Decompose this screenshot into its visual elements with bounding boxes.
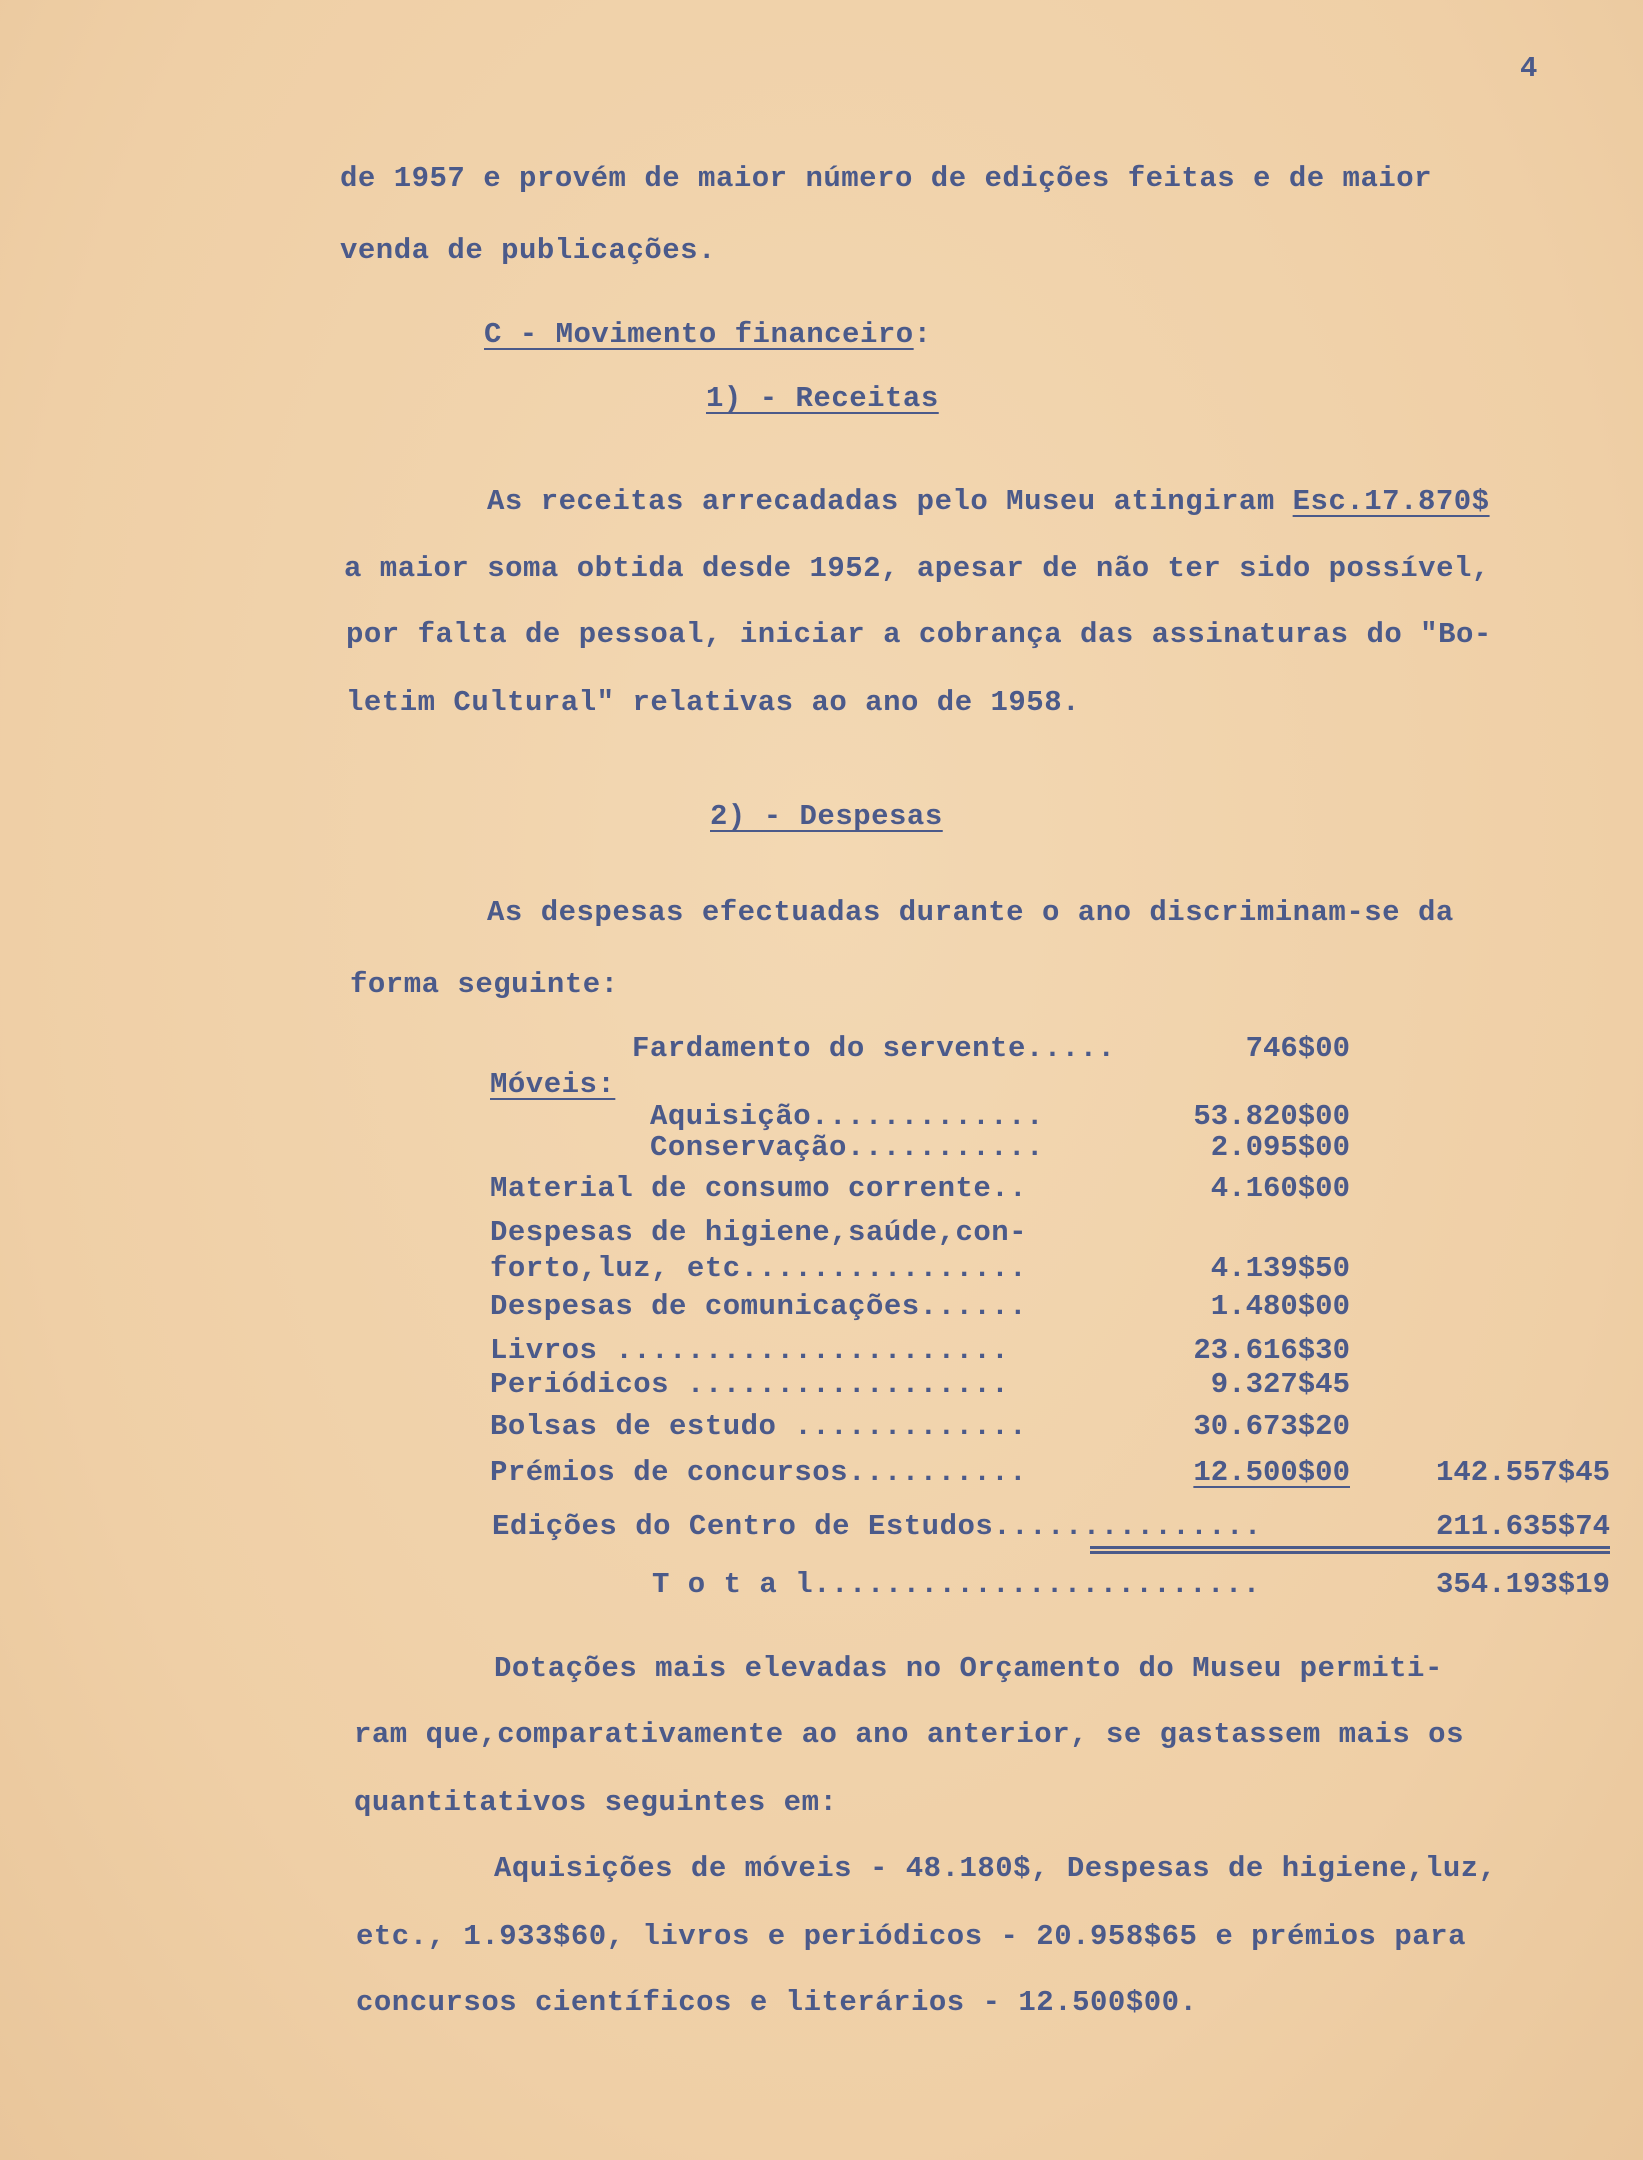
closing-line-3: quantitativos seguintes em: [354, 1786, 838, 1819]
intro-line-2: venda de publicações. [340, 234, 716, 267]
row-fardamento-value: 746$00 [1245, 1032, 1350, 1065]
row-higiene-label: forto,luz, etc................ [490, 1252, 1028, 1285]
row-bolsas-value: 30.673$20 [1193, 1410, 1350, 1443]
receitas-line-1-text: As receitas arrecadadas pelo Museu atingiram [487, 485, 1293, 518]
row-higiene-value: 4.139$50 [1210, 1252, 1350, 1285]
row-bolsas-label: Bolsas de estudo ............. [490, 1410, 1028, 1443]
section-c-colon: : [913, 318, 932, 351]
row-livros-value: 23.616$30 [1193, 1334, 1350, 1367]
intro-line-1: de 1957 e provém de maior número de edições feitas e de maior [340, 162, 1433, 195]
despesas-line-2: forma seguinte: [350, 968, 619, 1001]
closing-line-6: concursos científicos e literários - 12.500$00. [356, 1986, 1198, 2019]
row-aquisicao-label: Aquisição............. [650, 1100, 1044, 1133]
despesas-heading: 2) - Despesas [710, 800, 943, 833]
row-total-label: T o t a l......................... [652, 1568, 1261, 1601]
closing-line-2: ram que,comparativamente ao ano anterior, se gastassem mais os [354, 1718, 1464, 1751]
receitas-line-3: por falta de pessoal, iniciar a cobrança das assinaturas do "Bo- [346, 618, 1492, 651]
row-livros-label: Livros ...................... [490, 1334, 1010, 1367]
receitas-line-2: a maior soma obtida desde 1952, apesar de não ter sido possível, [344, 552, 1490, 585]
row-premios-label: Prémios de concursos.......... [490, 1456, 1028, 1489]
receitas-line-1 [487, 485, 1490, 518]
row-conservacao-value: 2.095$00 [1210, 1131, 1350, 1164]
receitas-line-4: letim Cultural" relativas ao ano de 1958. [346, 686, 1081, 719]
row-comunicacoes-value: 1.480$00 [1210, 1290, 1350, 1323]
row-premios-subtotal: 142.557$45 [1435, 1456, 1610, 1489]
moveis-heading: Móveis: [490, 1068, 616, 1101]
row-periodicos-label: Periódicos .................. [490, 1368, 1010, 1401]
closing-line-5: etc., 1.933$60, livros e periódicos - 20.958$65 e prémios para [356, 1920, 1466, 1953]
row-material-value: 4.160$00 [1210, 1172, 1350, 1205]
page-number: 4 [1520, 52, 1538, 85]
edicoes-double-rule-bottom [1090, 1551, 1610, 1554]
row-higiene-label-line-1: Despesas de higiene,saúde,con- [490, 1216, 1028, 1249]
row-comunicacoes-label: Despesas de comunicações...... [490, 1290, 1028, 1323]
row-edicoes-value: 211.635$74 [1435, 1510, 1610, 1543]
receitas-heading: 1) - Receitas [706, 382, 939, 415]
row-fardamento-label: Fardamento do servente..... [632, 1032, 1116, 1065]
closing-line-4: Aquisições de móveis - 48.180$, Despesas de higiene,luz, [494, 1852, 1497, 1885]
row-conservacao-label: Conservação........... [650, 1131, 1044, 1164]
edicoes-double-rule-top [1090, 1546, 1610, 1549]
receitas-amount: Esc.17.870$ [1292, 485, 1490, 518]
row-edicoes-label: Edições do Centro de Estudos............... [492, 1510, 1262, 1543]
row-premios-value: 12.500$00 [1193, 1456, 1350, 1489]
row-total-value: 354.193$19 [1435, 1568, 1610, 1601]
section-c-heading [484, 318, 932, 351]
despesas-line-1: As despesas efectuadas durante o ano discriminam-se da [487, 896, 1454, 929]
row-periodicos-value: 9.327$45 [1210, 1368, 1350, 1401]
section-c-title: C - Movimento financeiro [484, 318, 914, 351]
closing-line-1: Dotações mais elevadas no Orçamento do Museu permiti- [494, 1652, 1443, 1685]
row-aquisicao-value: 53.820$00 [1193, 1100, 1350, 1133]
row-material-label: Material de consumo corrente.. [490, 1172, 1028, 1205]
